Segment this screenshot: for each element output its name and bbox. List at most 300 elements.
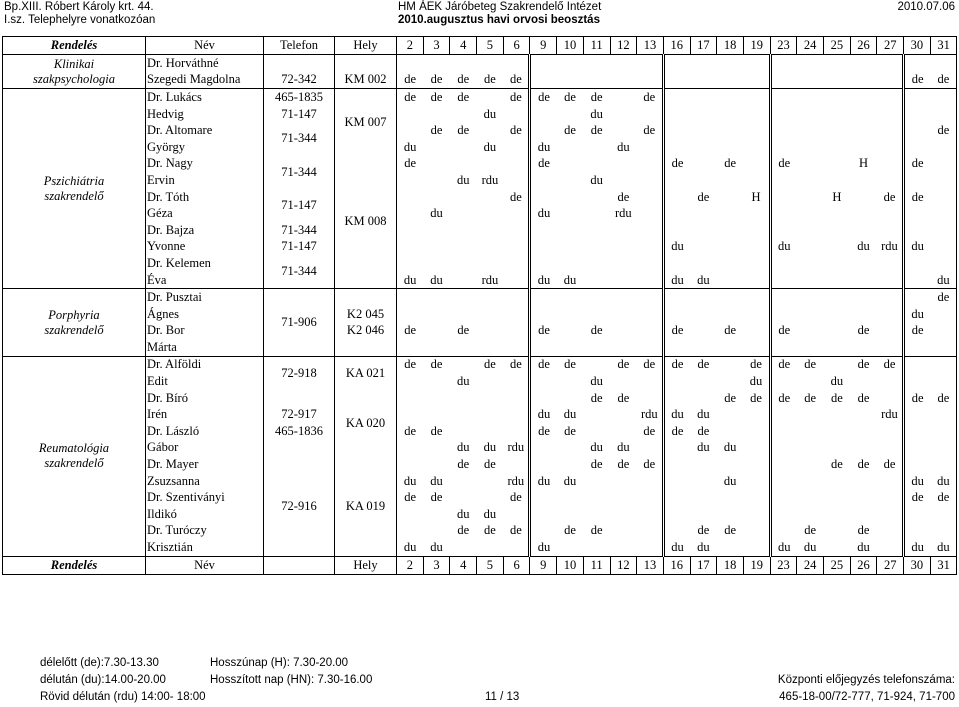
shift-cell: de xyxy=(530,356,557,373)
phone-number xyxy=(264,55,335,72)
shift-cell xyxy=(904,172,931,189)
shift-cell xyxy=(397,189,424,206)
shift-cell xyxy=(770,255,797,272)
shift-cell: de xyxy=(637,89,664,106)
shift-cell xyxy=(637,172,664,189)
phone-number: 72-342 xyxy=(264,72,335,89)
col-footer-day: 30 xyxy=(904,556,931,574)
shift-cell xyxy=(397,55,424,72)
shift-cell xyxy=(637,255,664,272)
shift-cell: de xyxy=(430,72,443,87)
shift-cell xyxy=(557,239,584,256)
header-institution: HM ÁEK Járóbeteg Szakrendelő Intézet xyxy=(398,1,602,13)
shift-cell xyxy=(477,55,504,72)
shift-cell: de xyxy=(404,423,416,438)
shift-cell: de xyxy=(930,390,957,407)
col-header-day: 31 xyxy=(930,37,957,55)
shift-cell: du xyxy=(930,539,957,556)
shift-cell xyxy=(797,172,824,189)
col-footer-day: 5 xyxy=(477,556,504,574)
shift-cell xyxy=(610,473,637,490)
shift-cell xyxy=(824,272,851,289)
shift-cell: de xyxy=(503,189,530,206)
legend-short-afternoon: Rövid délután (rdu) 14:00- 18:00 xyxy=(40,691,206,703)
shift-cell xyxy=(930,255,957,272)
doctor-name: Dr. Bajza xyxy=(146,222,264,239)
shift-cell xyxy=(637,306,664,323)
shift-cell: de xyxy=(778,323,791,338)
shift-cell xyxy=(850,406,877,423)
shift-cell xyxy=(690,339,717,356)
shift-cell xyxy=(717,55,744,72)
shift-cell xyxy=(477,539,504,556)
shift-cell xyxy=(423,506,450,523)
shift-cell xyxy=(503,323,530,340)
shift-cell xyxy=(690,89,717,106)
shift-cell xyxy=(743,72,770,89)
shift-cell xyxy=(850,272,877,289)
shift-cell xyxy=(530,289,557,306)
shift-cell xyxy=(743,272,770,289)
shift-cell xyxy=(450,189,477,206)
shift-cell: de xyxy=(484,523,496,538)
shift-cell xyxy=(717,539,744,556)
shift-cell xyxy=(557,255,584,272)
legend-long-day: Hosszúnap (H): 7.30-20.00 xyxy=(210,657,349,669)
shift-cell xyxy=(797,506,824,523)
shift-cell xyxy=(743,255,770,272)
shift-cell xyxy=(930,506,957,523)
shift-cell xyxy=(503,406,530,423)
shift-cell xyxy=(423,373,450,390)
shift-cell: de xyxy=(697,189,710,204)
shift-cell: du xyxy=(723,473,737,488)
shift-cell xyxy=(743,489,770,506)
col-header-day: 16 xyxy=(663,37,690,55)
table-row xyxy=(3,122,957,139)
shift-cell xyxy=(530,239,557,256)
shift-cell xyxy=(583,72,610,89)
shift-cell xyxy=(743,139,770,156)
shift-cell: de xyxy=(457,523,470,538)
shift-cell xyxy=(583,55,610,72)
section-title: Porphyria xyxy=(48,307,100,322)
shift-cell: du xyxy=(537,407,551,422)
shift-cell xyxy=(557,456,584,473)
shift-cell: de xyxy=(911,189,924,204)
shift-cell xyxy=(503,222,530,239)
shift-cell: du xyxy=(697,407,710,422)
shift-cell xyxy=(797,189,824,206)
shift-cell: de xyxy=(423,89,450,106)
shift-cell xyxy=(610,272,637,289)
shift-cell xyxy=(877,373,904,390)
shift-cell xyxy=(850,255,877,272)
shift-cell xyxy=(797,239,824,256)
shift-cell xyxy=(797,323,824,340)
shift-cell xyxy=(637,390,664,407)
shift-cell: de xyxy=(724,156,736,171)
table-row xyxy=(3,239,957,256)
shift-cell: de xyxy=(530,89,557,106)
shift-cell xyxy=(583,239,610,256)
phone-number: 71-147 xyxy=(264,239,335,256)
shift-cell xyxy=(397,239,424,256)
shift-cell xyxy=(583,356,610,373)
col-header-day: 9 xyxy=(530,37,557,55)
phone-number: 72-918 xyxy=(264,356,335,390)
shift-cell: de xyxy=(450,89,477,106)
shift-cell xyxy=(637,289,664,306)
shift-cell xyxy=(850,473,877,490)
shift-cell: de xyxy=(457,72,470,87)
shift-cell xyxy=(797,255,824,272)
col-footer-day: 3 xyxy=(423,556,450,574)
shift-cell: de xyxy=(671,423,684,438)
shift-cell xyxy=(690,373,717,390)
shift-cell: du xyxy=(483,139,497,154)
shift-cell xyxy=(717,506,744,523)
shift-cell xyxy=(850,222,877,239)
table-row xyxy=(3,189,957,206)
shift-cell xyxy=(583,255,610,272)
shift-cell xyxy=(423,456,450,473)
shift-cell xyxy=(690,222,717,239)
shift-cell: du xyxy=(723,440,737,455)
doctor-name: Dr. Horváthné xyxy=(146,55,264,72)
col-footer-day: 13 xyxy=(637,556,664,574)
shift-cell xyxy=(930,172,957,189)
shift-cell: de xyxy=(797,356,824,373)
shift-cell xyxy=(770,172,797,189)
shift-cell xyxy=(824,139,851,156)
doctor-name: Dr. Kelemen xyxy=(146,255,264,272)
shift-cell xyxy=(904,440,931,457)
shift-cell xyxy=(930,323,957,340)
shift-cell xyxy=(743,306,770,323)
doctor-name: Dr. Mayer xyxy=(146,456,264,473)
shift-cell xyxy=(530,106,557,123)
shift-cell xyxy=(690,72,717,89)
shift-cell xyxy=(690,289,717,306)
shift-cell xyxy=(637,156,664,173)
shift-cell xyxy=(637,440,664,457)
shift-cell: du xyxy=(697,540,710,555)
room-number: KA 021 xyxy=(335,356,397,390)
shift-cell: de xyxy=(423,356,450,373)
section-title: Pszichiátria xyxy=(43,173,105,188)
shift-cell xyxy=(423,139,450,156)
shift-cell xyxy=(583,139,610,156)
shift-cell xyxy=(637,139,664,156)
phone-number xyxy=(264,440,335,457)
shift-cell xyxy=(530,440,557,457)
shift-cell xyxy=(530,189,557,206)
table-row xyxy=(3,323,957,340)
shift-cell xyxy=(717,306,744,323)
shift-cell xyxy=(717,222,744,239)
shift-cell: du xyxy=(930,272,957,289)
shift-cell: de xyxy=(404,156,416,171)
table-row xyxy=(3,89,957,106)
table-row xyxy=(3,106,957,123)
shift-cell: de xyxy=(617,390,630,405)
table-row xyxy=(3,172,957,189)
section-label xyxy=(3,289,146,356)
room-number: KA 019 xyxy=(335,456,397,556)
shift-cell: de xyxy=(538,423,550,438)
shift-cell xyxy=(824,339,851,356)
shift-cell: de xyxy=(778,156,791,171)
col-footer-day: 2 xyxy=(397,556,424,574)
shift-cell xyxy=(610,423,637,440)
col-header-day: 30 xyxy=(904,37,931,55)
shift-cell: rdu xyxy=(615,206,632,221)
table-row xyxy=(3,423,957,440)
shift-cell xyxy=(904,139,931,156)
shift-cell xyxy=(557,189,584,206)
shift-cell: de xyxy=(503,356,530,373)
shift-cell xyxy=(450,272,477,289)
shift-cell xyxy=(637,473,664,490)
shift-cell xyxy=(824,72,851,89)
shift-cell xyxy=(423,339,450,356)
shift-cell xyxy=(557,306,584,323)
phone-number: 71-344 xyxy=(264,156,335,189)
shift-cell xyxy=(663,172,690,189)
shift-cell xyxy=(877,122,904,139)
doctor-name: Szegedi Magdolna xyxy=(146,72,264,89)
shift-cell xyxy=(610,172,637,189)
shift-cell xyxy=(690,390,717,407)
shift-cell xyxy=(904,456,931,473)
shift-cell xyxy=(503,289,530,306)
shift-cell xyxy=(717,255,744,272)
shift-cell xyxy=(423,156,450,173)
doctor-name: Hedvig xyxy=(146,106,264,123)
shift-cell xyxy=(530,255,557,272)
shift-cell: du xyxy=(590,440,603,455)
col-footer-day: 11 xyxy=(583,556,610,574)
section-subtitle: szakrendelő xyxy=(44,322,104,337)
shift-cell xyxy=(824,106,851,123)
shift-cell xyxy=(850,205,877,222)
shift-cell xyxy=(663,339,690,356)
shift-cell: de xyxy=(724,523,736,538)
shift-cell xyxy=(850,423,877,440)
shift-cell xyxy=(637,272,664,289)
col-header-day: 27 xyxy=(877,37,904,55)
phone-number xyxy=(264,390,335,407)
shift-cell xyxy=(557,506,584,523)
shift-cell xyxy=(877,539,904,556)
shift-cell xyxy=(717,456,744,473)
shift-cell xyxy=(770,506,797,523)
shift-cell xyxy=(717,339,744,356)
shift-cell xyxy=(717,289,744,306)
shift-cell: de xyxy=(617,189,630,204)
shift-cell: de xyxy=(637,456,664,473)
room-number: KM 008 xyxy=(335,156,397,289)
section-subtitle: szakpsychologia xyxy=(33,71,115,86)
shift-cell xyxy=(770,306,797,323)
shift-cell xyxy=(824,423,851,440)
shift-cell xyxy=(610,539,637,556)
shift-cell xyxy=(503,172,530,189)
shift-cell: de xyxy=(404,72,416,87)
shift-cell: du xyxy=(403,540,417,555)
booking-phone-numbers: 465-18-00/72-777, 71-924, 71-700 xyxy=(779,691,955,703)
shift-cell xyxy=(743,506,770,523)
shift-cell: de xyxy=(877,356,904,373)
shift-cell: de xyxy=(911,490,924,505)
shift-cell xyxy=(717,205,744,222)
doctor-name: Krisztián xyxy=(146,539,264,556)
shift-cell xyxy=(503,156,530,173)
shift-cell xyxy=(557,222,584,239)
shift-cell xyxy=(850,289,877,306)
shift-cell xyxy=(450,473,477,490)
shift-cell xyxy=(477,289,504,306)
shift-cell xyxy=(423,172,450,189)
section-label xyxy=(3,55,146,89)
doctor-name: Éva xyxy=(146,272,264,289)
shift-cell: de xyxy=(590,123,603,138)
shift-cell: de xyxy=(557,89,584,106)
shift-cell xyxy=(690,306,717,323)
doctor-name: Dr. Pusztai xyxy=(146,289,264,306)
shift-cell: de xyxy=(503,489,530,506)
shift-cell xyxy=(930,139,957,156)
shift-cell: du xyxy=(483,506,497,521)
col-footer-phone xyxy=(264,556,335,574)
shift-cell xyxy=(770,489,797,506)
shift-cell xyxy=(397,106,424,123)
shift-cell xyxy=(477,205,504,222)
shift-cell xyxy=(530,222,557,239)
shift-cell: de xyxy=(637,356,664,373)
shift-cell xyxy=(583,205,610,222)
shift-cell xyxy=(530,373,557,390)
shift-cell xyxy=(450,239,477,256)
shift-cell xyxy=(797,373,824,390)
col-footer-day: 4 xyxy=(450,556,477,574)
shift-cell xyxy=(583,222,610,239)
shift-cell: de xyxy=(484,457,496,472)
shift-cell xyxy=(717,72,744,89)
shift-cell xyxy=(877,440,904,457)
table-row xyxy=(3,72,957,89)
table-row xyxy=(3,489,957,506)
shift-cell: de xyxy=(697,523,710,538)
shift-cell xyxy=(397,440,424,457)
shift-cell xyxy=(450,289,477,306)
shift-cell xyxy=(743,323,770,340)
shift-cell xyxy=(930,306,957,323)
shift-cell xyxy=(930,156,957,173)
col-header-day: 10 xyxy=(557,37,584,55)
shift-cell xyxy=(397,122,424,139)
header-date: 2010.07.06 xyxy=(897,1,955,13)
doctor-name: Dr. László xyxy=(146,423,264,440)
doctor-name: Yvonne xyxy=(146,239,264,256)
shift-cell xyxy=(583,189,610,206)
shift-cell: de xyxy=(583,89,610,106)
shift-cell xyxy=(717,106,744,123)
shift-cell xyxy=(637,539,664,556)
shift-cell xyxy=(904,373,931,390)
shift-cell xyxy=(423,523,450,540)
shift-cell xyxy=(530,122,557,139)
shift-cell: du xyxy=(697,440,710,455)
phone-number: 71-344 xyxy=(264,255,335,289)
shift-cell xyxy=(477,339,504,356)
shift-cell: de xyxy=(564,423,576,438)
shift-cell xyxy=(850,122,877,139)
col-footer-day: 18 xyxy=(717,556,744,574)
shift-cell xyxy=(663,222,690,239)
shift-cell: de xyxy=(590,523,603,538)
shift-cell xyxy=(877,523,904,540)
table-row xyxy=(3,473,957,490)
shift-cell xyxy=(904,506,931,523)
shift-cell xyxy=(503,539,530,556)
shift-cell: du xyxy=(671,239,684,254)
shift-cell xyxy=(743,55,770,72)
shift-cell xyxy=(690,456,717,473)
shift-cell xyxy=(877,339,904,356)
shift-cell xyxy=(663,89,690,106)
shift-cell xyxy=(850,89,877,106)
shift-cell xyxy=(610,339,637,356)
shift-cell xyxy=(717,272,744,289)
col-header-day: 13 xyxy=(637,37,664,55)
shift-cell xyxy=(583,339,610,356)
shift-cell xyxy=(477,390,504,407)
shift-cell xyxy=(477,473,504,490)
shift-cell xyxy=(530,390,557,407)
shift-cell xyxy=(717,122,744,139)
shift-cell xyxy=(904,339,931,356)
shift-cell xyxy=(557,205,584,222)
shift-cell: de xyxy=(503,89,530,106)
shift-cell xyxy=(717,489,744,506)
shift-cell: de xyxy=(538,323,550,338)
shift-cell xyxy=(770,456,797,473)
shift-cell xyxy=(743,339,770,356)
shift-cell xyxy=(557,390,584,407)
col-header-day: 26 xyxy=(850,37,877,55)
shift-cell xyxy=(690,255,717,272)
phone-number: 71-344 xyxy=(264,122,335,155)
table-row xyxy=(3,373,957,390)
table-row xyxy=(3,406,957,423)
shift-cell xyxy=(797,289,824,306)
shift-cell xyxy=(637,189,664,206)
shift-cell: du xyxy=(483,106,497,121)
col-header-name: Név xyxy=(146,37,264,55)
table-row xyxy=(3,506,957,523)
shift-cell xyxy=(450,339,477,356)
shift-cell: de xyxy=(804,390,817,405)
shift-cell: de xyxy=(538,156,550,171)
shift-cell xyxy=(877,55,904,72)
shift-cell xyxy=(877,289,904,306)
shift-cell xyxy=(770,339,797,356)
shift-cell xyxy=(557,139,584,156)
shift-cell xyxy=(610,239,637,256)
shift-cell xyxy=(503,55,530,72)
